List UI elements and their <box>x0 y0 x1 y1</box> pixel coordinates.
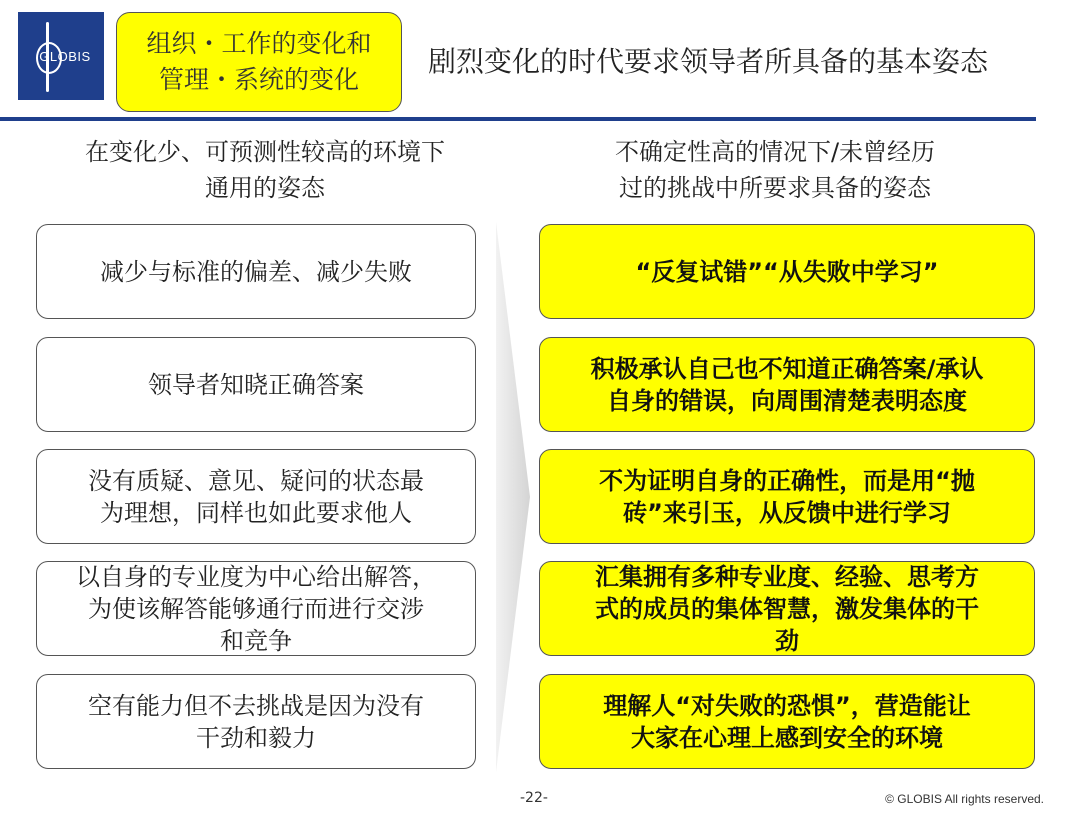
left-item-5: 空有能力但不去挑战是因为没有 干劲和毅力 <box>36 674 476 769</box>
left-item-2: 领导者知晓正确答案 <box>36 337 476 432</box>
topic-label: 组织・工作的变化和 管理・系统的变化 <box>116 12 402 112</box>
right-column-heading: 不确定性高的情况下/未曾经历 过的挑战中所要求具备的姿态 <box>614 138 936 202</box>
left-column-heading: 在变化少、可预测性较高的环境下 通用的姿态 <box>85 138 445 202</box>
globis-logo <box>18 12 104 100</box>
left-item-3: 没有质疑、意见、疑问的状态最 为理想，同样也如此要求他人 <box>36 449 476 544</box>
transition-arrow-icon <box>496 222 530 772</box>
left-item-4: 以自身的专业度为中心给出解答， 为使该解答能够通行而进行交涉 和竞争 <box>36 561 476 656</box>
page-title: 剧烈变化的时代要求领导者所具备的基本姿态 <box>428 45 989 78</box>
right-item-5: 理解人“对失败的恐惧”，营造能让 大家在心理上感到安全的环境 <box>539 674 1035 769</box>
logo-text: GLOBIS <box>39 48 91 64</box>
copyright: © GLOBIS All rights reserved. <box>885 792 1044 806</box>
left-item-1: 减少与标准的偏差、减少失败 <box>36 224 476 319</box>
right-item-2: 积极承认自己也不知道正确答案/承认 自身的错误，向周围清楚表明态度 <box>539 337 1035 432</box>
page-number: -22- <box>520 790 548 806</box>
right-item-3: 不为证明自身的正确性，而是用“抛 砖”来引玉，从反馈中进行学习 <box>539 449 1035 544</box>
right-item-4: 汇集拥有多种专业度、经验、思考方 式的成员的集体智慧，激发集体的干 劲 <box>539 561 1035 656</box>
right-item-1: “反复试错”“从失败中学习” <box>539 224 1035 319</box>
header-divider <box>0 117 1036 121</box>
